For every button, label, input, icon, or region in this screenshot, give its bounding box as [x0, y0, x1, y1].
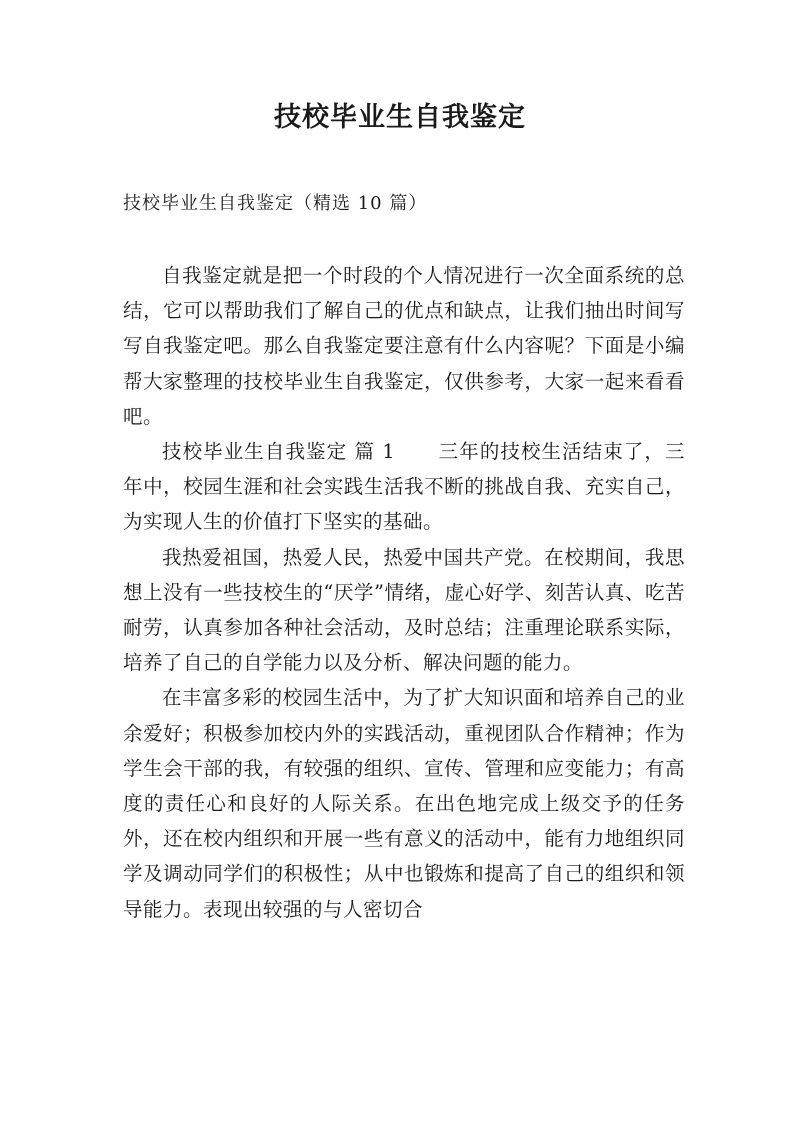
document-subtitle: 技校毕业生自我鉴定（精选 10 篇） [123, 193, 428, 214]
paragraph-section-1-text: 三年的技校生活结束了，三年中，校园生涯和社会实践生活我不断的挑战自我、充实自己，为实现人生的价值打下坚实的基础。 [123, 440, 685, 534]
paragraph-intro: 自我鉴定就是把一个时段的个人情况进行一次全面系统的总结，它可以帮助我们了解自己的优点和缺点，让我们抽出时间写写自我鉴定吧。那么自我鉴定要注意有什么内容呢？下面是小编帮大家整理的技校毕业生自我鉴定，仅供参考，大家一起来看看吧。 [123, 264, 685, 428]
document-title: 技校毕业生自我鉴定 [274, 102, 526, 133]
section-heading: 技校毕业生自我鉴定 篇 1 [162, 440, 396, 464]
paragraph-patriotism: 我热爱祖国，热爱人民，热爱中国共产党。在校期间，我思想上没有一些技校生的“厌学”情绪，虚心好学、刻苦认真、吃苦耐劳，认真参加各种社会活动，及时总结；注重理论联系实际，培养了自己的自学能力以及分析、解决问题的能力。 [123, 545, 685, 675]
document-body [123, 258, 685, 927]
paragraph-section-1 [123, 434, 685, 540]
paragraph-campus-life: 在丰富多彩的校园生活中，为了扩大知识面和培养自己的业余爱好；积极参加校内外的实践活动，重视团队合作精神；作为学生会干部的我，有较强的组织、宣传、管理和应变能力；有高度的责任心和良好的人际关系。在出色地完成上级交予的任务外，还在校内组织和开展一些有意义的活动中，能有力地组织同学及调动同学们的积极性；从中也锻炼和提高了自己的组织和领导能力。表现出较强的与人密切合 [123, 686, 685, 921]
